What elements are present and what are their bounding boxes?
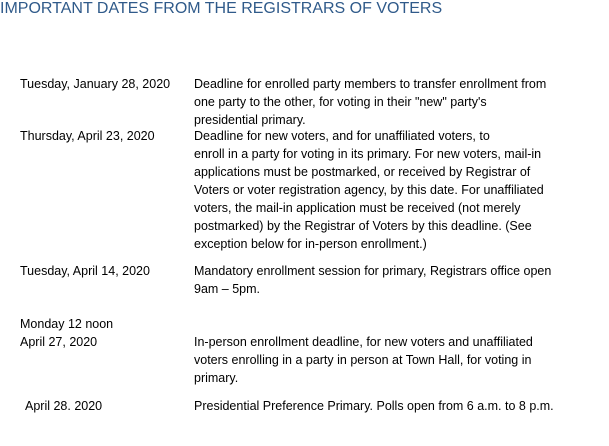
entry-date — [20, 127, 155, 145]
description-line: presidential primary. — [194, 113, 306, 127]
description-line: Voters or voter registration agency, by this date. For unaffiliated — [194, 183, 544, 197]
entry-description — [194, 333, 533, 387]
description-line: enroll in a party for voting in its primary. For new voters, mail-in — [194, 147, 542, 161]
description-line: exception below for in-person enrollment.) — [194, 237, 427, 251]
entry-description — [194, 397, 554, 415]
description-line: Deadline for new voters, and for unaffiliated voters, to — [194, 129, 490, 143]
entry-date-line: Thursday, April 23, 2020 — [20, 129, 155, 143]
entry-description — [194, 262, 551, 298]
entry-date-line: April 28. 2020 — [25, 399, 103, 413]
description-line: postmarked) by the Registrar of Voters by this deadline. (See — [194, 219, 532, 233]
description-line: In-person enrollment deadline, for new voters and unaffiliated — [194, 335, 533, 349]
entry-date-line: Tuesday, April 14, 2020 — [20, 264, 150, 278]
entry-date — [20, 315, 113, 351]
entry-date-line: Monday 12 noon — [20, 317, 114, 331]
description-line: applications must be postmarked, or received by Registrar of — [194, 165, 531, 179]
description-line: voters enrolling in a party in person at Town Hall, for voting in — [194, 353, 532, 367]
entry-date-line: Tuesday, January 28, 2020 — [20, 77, 171, 91]
description-line: voters, the mail-in application must be received (not merely — [194, 201, 521, 215]
entry-description — [194, 75, 546, 129]
entry-date — [25, 397, 102, 415]
entry-date-line: April 27, 2020 — [20, 335, 98, 349]
entry-date — [20, 262, 150, 280]
page-title: IMPORTANT DATES FROM THE REGISTRARS OF VOTERS — [0, 0, 443, 17]
description-line: Deadline for enrolled party members to transfer enrollment from — [194, 77, 547, 91]
entry-date — [20, 75, 170, 93]
description-line: Mandatory enrollment session for primary, Registrars office open — [194, 264, 552, 278]
description-line: primary. — [194, 371, 239, 385]
entry-description — [194, 127, 544, 253]
description-line: 9am – 5pm. — [194, 282, 261, 296]
description-line: one party to the other, for voting in their "new" party's — [194, 95, 487, 109]
description-line: Presidential Preference Primary. Polls open from 6 a.m. to 8 p.m. — [194, 399, 554, 413]
